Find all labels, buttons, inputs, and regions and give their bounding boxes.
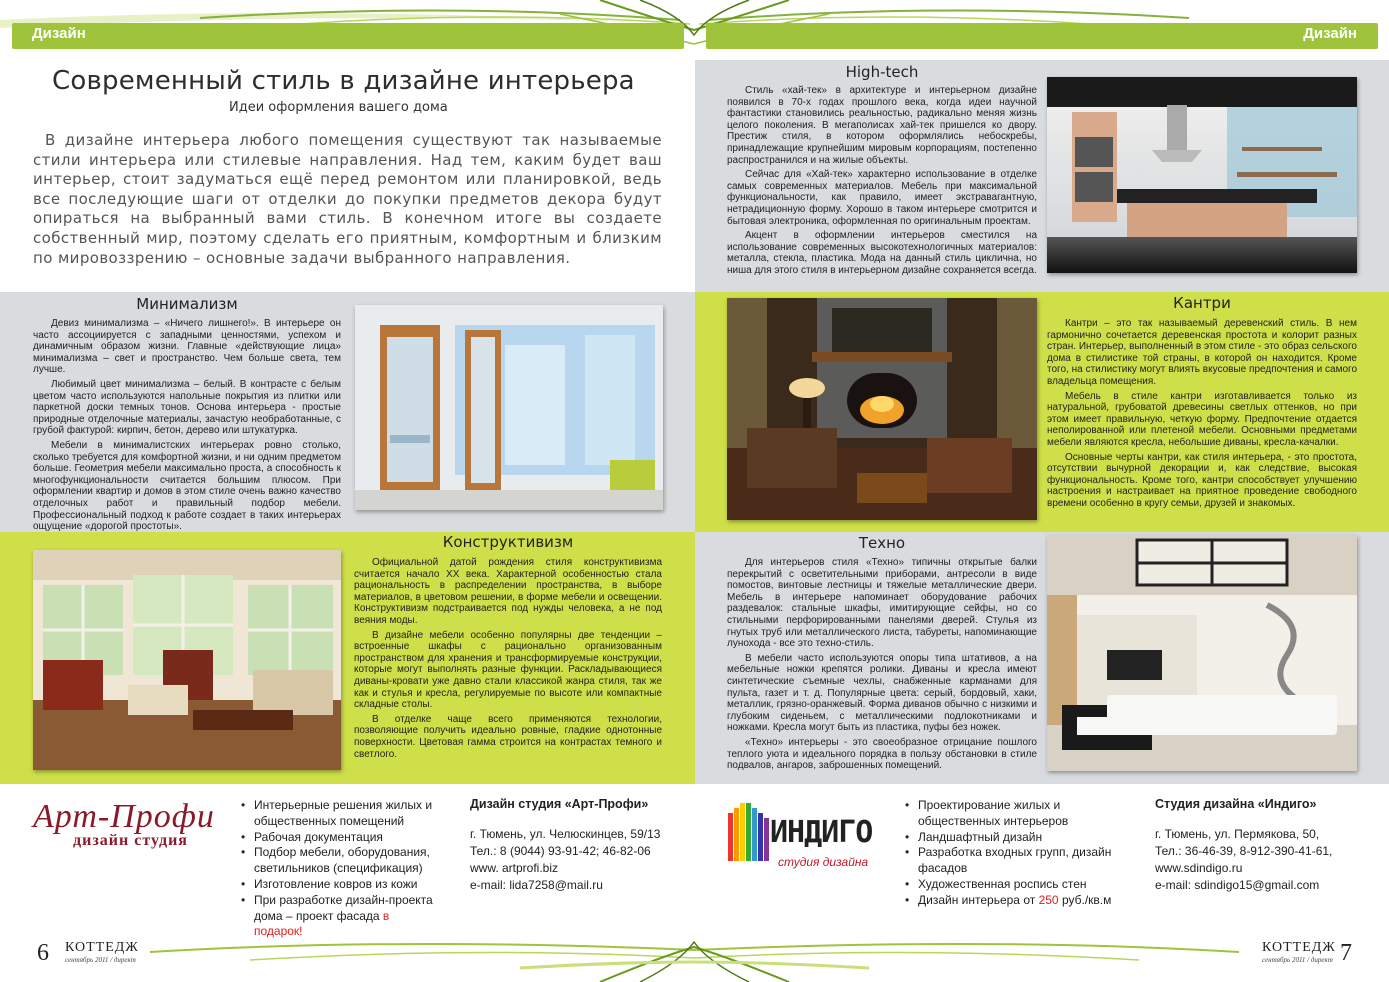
techno-livingroom-image (1047, 535, 1357, 771)
ad-indigo-logo (728, 803, 878, 873)
indigo-price-suffix: руб./кв.м (1061, 892, 1112, 907)
techno-text (727, 557, 1037, 775)
magazine-issue-left: сентябрь 2011 / директ (65, 956, 136, 964)
country-p3: Основные черты кантри, как стиля интерьера, - это простота, отсутствии вычурной декорации и, как следствие, высокая функциональность. Кроме того, кантри способствует улучшению настроения и настраивает на приятное проведение свободного времени особенно в кругу семьи, друзей и знакомых. (1047, 451, 1357, 509)
page-title: Современный стиль в дизайне интерьера (52, 66, 635, 96)
hightech-photo (1047, 77, 1357, 273)
intro-text: В дизайне интерьера любого помещения существуют так называемые стили интерьера или стилевые направления. Над тем, каким будет ваш интерьер, стоит задуматься ещё перед ремонтом или планировкой, ведь все последующие шаги от отделки до покупки предметов декора будут опираться на выбранный вами стиль. В конечном итоге вы создаете собственный мир, поэтому сделать его приятным, комфортным и близким по мировоззрению – основные задачи выбранного направления. (33, 131, 662, 267)
artprofi-contact-title: Дизайн студия «Арт-Профи» (470, 797, 649, 811)
minimalism-p3: Мебели в минималистских интерьерах ровно столько, сколько требуется для комфортной жизни, и ни одним предметом больше. Геометрия мебели максимально проста, а способность к многофункциональности считается большим плюсом. При оформлении квартир и домов в этом стиле очень важно качество отделочных работ и правильный подбор мебели. Профессиональный подход к работе создает в таких интерьерах ощущение «дорогой простоты». (33, 439, 341, 533)
artprofi-service-item: • Интерьерные решения жилых и общественных помещений (241, 798, 441, 830)
indigo-phone: Тел.: 36-46-39, 8-912-390-41-61, (1155, 844, 1333, 858)
page-number-right: 7 (1340, 940, 1352, 966)
header-bar-right (706, 23, 1378, 49)
country-p2: Мебель в стиле кантри изготавливается только из натуральной, грубоватой древесины светлых оттенков, но при этом имеет правильную, четкую форму. Предпочтение отдается неполированной или плетеной мебели. Основными предметами мебели являются кресла, небольшие диваны, кресла-качалки. (1047, 390, 1357, 448)
intro-paragraph (33, 131, 662, 268)
techno-p3: «Техно» интерьеры - это своеобразное отрицание пошлого теплого уюта и идеального порядка в пользу обстановки в стиле подвалов, ангаров, заброшенных помещений. (727, 736, 1037, 772)
minimalism-text (33, 318, 341, 536)
artprofi-logo-name: Арт-Профи (33, 798, 215, 835)
constructivism-p3: В отделке чаще всего применяются технологии, позволяющие получить идеально ровные, гладкие однотонные поверхности. Цветовая гамма строится на контрастах темного и светлого. (354, 713, 662, 760)
artprofi-phone: Тел.: 8 (9044) 93-91-42; 46-82-06 (470, 844, 651, 858)
magazine-issue-right: сентябрь 2011 / директ (1262, 956, 1333, 964)
indigo-logo-name: ИНДИГО (770, 815, 873, 850)
constructivism-photo (33, 550, 341, 770)
artprofi-email[interactable]: e-mail: lida7258@mail.ru (470, 878, 603, 892)
minimalism-heading: Минимализм (136, 295, 238, 313)
artprofi-site[interactable]: www. artprofi.biz (470, 861, 559, 875)
page-number-left: 6 (37, 940, 49, 966)
minimalism-photo (355, 305, 663, 510)
page-subtitle: Идеи оформления вашего дома (229, 100, 448, 115)
techno-p2: В мебели часто используются опоры типа штативов, а на мебельные ножки крепятся ролики. Диваны и кресла имеют синтетические съемные чехлы, снабженные карманами для пульта, газет и т. д. Популярные цвета: серый, бордовый, хаки, металлик, грязно-оранжевый. Форма диванов обычно с низкими и глубоким сиденьем, с металлическими подлокотниками и ножками. Кресла могут быть из пластика, пуфы без ножек. (727, 652, 1037, 734)
techno-heading: Техно (858, 534, 906, 552)
artprofi-service-item: • Рабочая документация (241, 830, 441, 846)
indigo-logo-sub: студия дизайна (778, 855, 869, 869)
hightech-p1: Стиль «хай-тек» в архитектуре и интерьерном дизайне появился в 70-х годах прошлого века, когда идеи научной фантастики становились реальностью, радикально меняя жизнь целого поколения. В мегаполисах хай-тек пришелся ко двору. Престиж стиля, в котором оформлялись небоскребы, принадлежащие крупнейшим мировым корпорациям, постепенно распространился и на жилые объекты. (727, 85, 1037, 166)
footer-brand-right (1262, 940, 1342, 964)
artprofi-contacts (470, 797, 680, 894)
country-heading: Кантри (1173, 294, 1231, 312)
header-bar-left (12, 23, 684, 49)
country-text (1047, 318, 1357, 513)
issue-right: сентябрь 2011 (1262, 956, 1306, 964)
minimalism-p1: Девиз минимализма – «Ничего лишнего!». В интерьере он часто ассоциируется с западными ценностями, успехом и динамичным образом жизни. Главные «действующие лица» минимализма – свет и пространство. Чем больше света, тем лучше. (33, 318, 341, 376)
techno-p1: Для интерьеров стиля «Техно» типичны открытые балки перекрытий с осветительными приборами, антресоли в виде помостов, винтовые лестницы и тяжелые металлические двери. Мебель в интерьере напоминает оборудование рабочих раздевалок: стальные шкафы, имитирующие сейфы, но со стильными перфорированными панелями дверей. Стулья из гнутых труб или металлического листа, табуреты, напоминающие лунохода - все это техно-стиль. (727, 557, 1037, 650)
indigo-price-prefix: Дизайн интерьера от (918, 892, 1036, 907)
indigo-email[interactable]: e-mail: sdindigo15@gmail.com (1155, 878, 1320, 892)
hightech-heading: High-tech (845, 63, 919, 81)
indigo-services (905, 798, 1125, 909)
country-p1: Кантри – это так называемый деревенский стиль. В нем гармонично сочетается деревенская простота и колорит разных стран. Интерьер, выполненный в этом стиле - это образ сельского дома в стилистике той страны, в которой он находится. Кроме того, на стилистику могут влиять вкусовые предпочтения и самого владельца помещения. (1047, 318, 1357, 387)
artprofi-service-item: • Изготовление ковров из кожи (241, 877, 441, 893)
hightech-p2: Сейчас для «Хай-тек» характерно использование в отделке самых современных материалов. Мебель при максимальной функциональности, как правило, имеет экстравагантную, нетрадиционную форму. Хорошо в таком интерьере смотрится и бытовая электроника, оформленная по оригинальным проектам. (727, 169, 1037, 227)
indigo-price-value: 250 (1038, 892, 1059, 907)
artprofi-address: г. Тюмень, ул. Челюскинцев, 59/13 (470, 827, 661, 841)
constructivism-p2: В дизайне мебели особенно популярны две тенденции – встроенные шкафы с рационально организованным пространством для хранения и трансформируемые конструкции, которые могут выполнять разные функции. Раскладывающиеся диваны-кровати уже давно стали классикой жанра стиля, так же как и стулья и кресла, регулируемые по высоте или компактные складные столы. (354, 629, 662, 711)
constructivism-p1: Официальной датой рождения стиля конструктивизма считается начало XX века. Характерной особенностью стала рациональность в распределении пространства, в выборе материалов, в цветовом решении, в форме мебели и освещении. Конструктивизм подстраивается под нужды человека, а не под веяния моды. (354, 557, 662, 626)
footer-brand-left (65, 940, 145, 964)
artprofi-gift-text: При разработке дизайн-проекта дома – проект фасада (254, 892, 433, 923)
indigo-service-item: • Ландшафтный дизайн (905, 830, 1125, 846)
constructivism-text (354, 557, 662, 763)
indigo-service-item-price (905, 893, 1125, 909)
hightech-kitchen-image (1047, 77, 1357, 273)
ad-artprofi-logo (33, 798, 228, 850)
indigo-address: г. Тюмень, ул. Пермякова, 50, (1155, 827, 1320, 841)
artprofi-logo-sub: дизайн студия (73, 832, 188, 849)
techno-photo (1047, 535, 1357, 771)
indigo-contacts (1155, 797, 1375, 894)
constructivism-heading: Конструктивизм (442, 533, 574, 551)
section-tag-left: Дизайн (32, 25, 86, 42)
leaf-ornament-bottom (0, 932, 1389, 982)
indigo-contact-title: Студия дизайна «Индиго» (1155, 797, 1317, 811)
hightech-p3: Акцент в оформлении интерьеров сместился на использование современных высокотехнологичных материалов: металла, стекла, пластика. Мода на данный стиль циклична, но ниша для этого стиля в интерьерном дизайне сохраняется всегда. (727, 230, 1037, 276)
constructivism-livingroom-image (33, 550, 341, 770)
minimalism-p2: Любимый цвет минимализма – белый. В контрасте с белым цветом часто используются напольные покрытия из плитки или паркетной доски темных тонов. Основа интерьера - простые природные отделочные материалы, зачастую необработанные, с грубой фактурой: кирпич, бетон, дерево или штукатурка. (33, 378, 341, 437)
indigo-service-item: • Художественная роспись стен (905, 877, 1125, 893)
magazine-name-left: КОТТЕДЖ (65, 940, 139, 955)
indigo-house-icon (728, 803, 770, 861)
minimalism-room-image (355, 305, 663, 510)
country-fireplace-image (727, 298, 1037, 520)
issue-left: сентябрь 2011 (65, 956, 109, 964)
magazine-name-right: КОТТЕДЖ (1262, 940, 1336, 955)
country-photo (727, 298, 1037, 520)
brand-left: директ (113, 956, 136, 964)
indigo-service-item: • Разработка входных групп, дизайн фасадов (905, 845, 1125, 877)
artprofi-service-item: • Подбор мебели, оборудования, светильников (спецификация) (241, 845, 441, 877)
footer-ornament (0, 932, 1389, 982)
artprofi-services (241, 798, 441, 940)
artprofi-gift-highlight: в подарок! (254, 908, 390, 939)
section-tag-right: Дизайн (1303, 25, 1357, 42)
indigo-service-item: • Проектирование жилых и общественных интерьеров (905, 798, 1125, 830)
indigo-site[interactable]: www.sdindigo.ru (1155, 861, 1243, 875)
hightech-text (727, 85, 1037, 280)
brand-right: директ (1310, 956, 1333, 964)
